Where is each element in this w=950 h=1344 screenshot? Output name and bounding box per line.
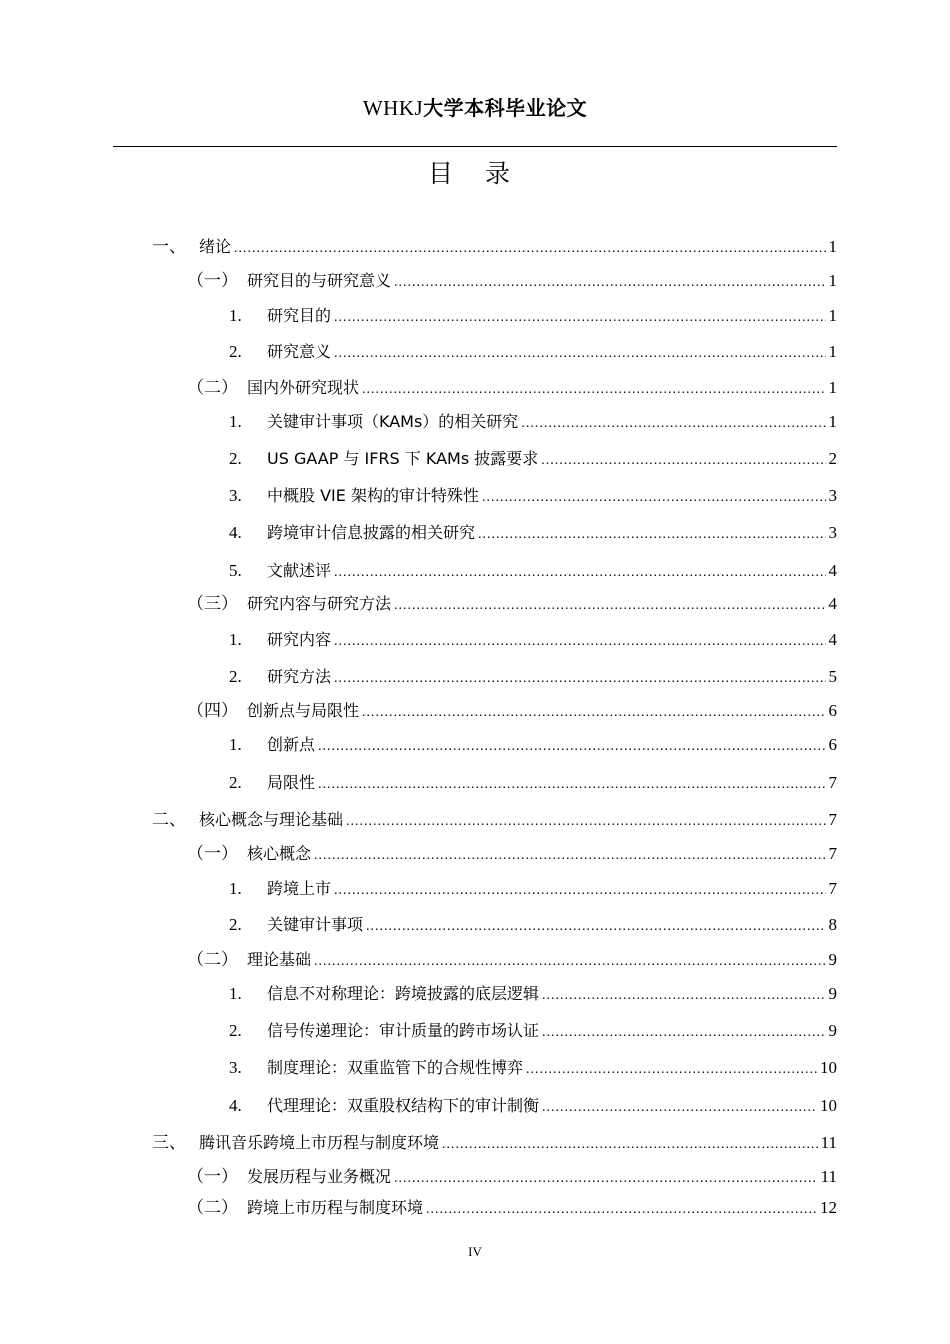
toc-entry[interactable]	[0, 236, 950, 258]
toc-text: 理论基础	[247, 950, 312, 969]
toc-text: 核心概念与理论基础	[199, 810, 344, 829]
toc-page: 7	[828, 844, 837, 863]
header-latin: WHKJ	[362, 96, 424, 120]
toc-page: 1	[828, 378, 837, 397]
toc-page: 1	[828, 342, 837, 361]
toc-leader	[334, 343, 825, 365]
toc-entry[interactable]	[0, 377, 950, 399]
toc-number: 3.	[229, 1058, 242, 1077]
toc-number: （一）	[187, 1167, 238, 1187]
toc-leader	[366, 916, 825, 938]
toc-text: 研究目的	[267, 306, 332, 325]
toc-text: 发展历程与业务概况	[247, 1167, 392, 1186]
toc-leader	[542, 1097, 817, 1119]
toc-number: 一、	[152, 237, 186, 257]
toc-entry[interactable]	[0, 949, 950, 971]
toc-page: 3	[828, 486, 837, 505]
toc-number: （二）	[187, 1198, 238, 1218]
toc-entry[interactable]	[0, 734, 950, 756]
toc-page: 1	[828, 412, 837, 431]
toc-leader	[334, 880, 825, 902]
toc-number: 1.	[229, 735, 242, 754]
toc-entry[interactable]	[0, 914, 950, 936]
toc-entry[interactable]	[0, 560, 950, 582]
toc-text: 关键审计事项	[267, 915, 364, 934]
toc-leader	[362, 702, 825, 724]
toc-page: 6	[828, 701, 837, 720]
toc-entry[interactable]	[0, 809, 950, 831]
header-rule	[113, 146, 837, 147]
toc-page: 10	[820, 1058, 837, 1077]
toc-text: 跨境上市历程与制度环境	[247, 1198, 424, 1217]
toc-page: 5	[828, 667, 837, 686]
toc-page: 12	[820, 1198, 837, 1217]
toc-text: 研究内容	[267, 630, 332, 649]
toc-text: 代理理论：双重股权结构下的审计制衡	[267, 1096, 540, 1115]
toc-entry[interactable]	[0, 411, 950, 433]
toc-entry[interactable]	[0, 1197, 950, 1219]
toc-text: 绪论	[199, 237, 232, 256]
toc-leader	[362, 379, 825, 401]
toc-number: 1.	[229, 984, 242, 1003]
toc-text: 制度理论：双重监管下的合规性博弈	[267, 1058, 524, 1077]
toc-leader	[318, 736, 825, 758]
toc-leader	[334, 307, 825, 329]
toc-text: 核心概念	[247, 844, 312, 863]
toc-entry[interactable]	[0, 485, 950, 507]
toc-entry[interactable]	[0, 522, 950, 544]
toc-leader	[314, 951, 825, 973]
toc-text: 中概股 VIE 架构的审计特殊性	[267, 486, 479, 505]
toc-leader	[482, 487, 826, 509]
toc-page: 2	[828, 449, 837, 468]
toc-text: 国内外研究现状	[247, 378, 360, 397]
toc-page: 11	[820, 1133, 837, 1152]
toc-entry[interactable]	[0, 341, 950, 363]
toc-number: （一）	[187, 844, 238, 864]
toc-entry[interactable]	[0, 843, 950, 865]
toc-text: 创新点与局限性	[247, 701, 360, 720]
toc-number: 1.	[229, 630, 242, 649]
toc-text: 文献述评	[267, 561, 332, 580]
toc-page: 10	[820, 1096, 837, 1115]
toc-leader	[314, 845, 825, 867]
toc-text: 信号传递理论：审计质量的跨市场认证	[267, 1021, 540, 1040]
toc-entry[interactable]	[0, 1020, 950, 1042]
toc-leader	[526, 1059, 817, 1081]
toc-leader	[346, 811, 825, 833]
toc-number: 2.	[229, 449, 242, 468]
toc-leader	[426, 1199, 817, 1221]
toc-number: 2.	[229, 915, 242, 934]
toc-leader	[478, 524, 825, 546]
toc-entry[interactable]	[0, 983, 950, 1005]
toc-number: 2.	[229, 773, 242, 792]
toc-leader	[394, 595, 825, 617]
toc-entry[interactable]	[0, 1166, 950, 1188]
toc-page: 7	[828, 773, 837, 792]
toc-text: 研究目的与研究意义	[247, 271, 392, 290]
toc-text: 创新点	[267, 735, 316, 754]
toc-text: 研究意义	[267, 342, 332, 361]
toc-number: （二）	[187, 950, 238, 970]
toc-number: 三、	[152, 1133, 186, 1153]
toc-number: 4.	[229, 1096, 242, 1115]
toc-text: 关键审计事项（KAMs）的相关研究	[267, 412, 519, 431]
page-title: 目 录	[428, 159, 522, 188]
toc-entry[interactable]	[0, 772, 950, 794]
toc-number: （四）	[187, 701, 238, 721]
toc-number: 3.	[229, 486, 242, 505]
toc-text: 研究方法	[267, 667, 332, 686]
toc-text: 信息不对称理论：跨境披露的底层逻辑	[267, 984, 540, 1003]
toc-page: 7	[828, 879, 837, 898]
toc-number: 5.	[229, 561, 242, 580]
toc-leader	[334, 562, 825, 584]
header-cjk: 大学本科毕业论文	[423, 96, 588, 120]
toc-page: 8	[828, 915, 837, 934]
toc-page: 11	[820, 1167, 837, 1186]
toc-page: 4	[828, 630, 837, 649]
toc-entry[interactable]	[0, 305, 950, 327]
toc-leader	[334, 631, 825, 653]
toc-number: 1.	[229, 306, 242, 325]
toc-text: 局限性	[267, 773, 316, 792]
toc-leader	[234, 238, 825, 260]
toc-number: 2.	[229, 1021, 242, 1040]
toc-page: 4	[828, 561, 837, 580]
toc-entry[interactable]	[0, 666, 950, 688]
toc-entry[interactable]	[0, 629, 950, 651]
toc-text: 跨境审计信息披露的相关研究	[267, 523, 476, 542]
toc-entry[interactable]	[0, 878, 950, 900]
toc-number: 2.	[229, 342, 242, 361]
toc-entry[interactable]	[0, 1132, 950, 1154]
toc-leader	[541, 450, 825, 472]
toc-entry[interactable]	[0, 1095, 950, 1117]
toc-page: 1	[828, 271, 837, 290]
toc-text: 跨境上市	[267, 879, 332, 898]
toc-page: 9	[828, 1021, 837, 1040]
toc-entry[interactable]	[0, 1057, 950, 1079]
toc-entry[interactable]	[0, 593, 950, 615]
toc-leader	[542, 985, 825, 1007]
toc-text: 腾讯音乐跨境上市历程与制度环境	[199, 1133, 440, 1152]
toc-page: 1	[828, 306, 837, 325]
toc-leader	[318, 774, 825, 796]
toc-number: 1.	[229, 879, 242, 898]
toc-leader	[442, 1134, 818, 1156]
toc-number: 4.	[229, 523, 242, 542]
toc-number: 2.	[229, 667, 242, 686]
toc-entry[interactable]	[0, 700, 950, 722]
toc-leader	[334, 668, 825, 690]
toc-entry[interactable]	[0, 270, 950, 292]
toc-page: 9	[828, 950, 837, 969]
toc-leader	[521, 413, 825, 435]
toc-text: US GAAP 与 IFRS 下 KAMs 披露要求	[267, 449, 539, 468]
toc-number: （一）	[187, 271, 238, 291]
page-number: IV	[468, 1244, 482, 1259]
toc-number: （三）	[187, 594, 238, 614]
toc-page: 6	[828, 735, 837, 754]
toc-page: 4	[828, 594, 837, 613]
toc-page: 1	[828, 237, 837, 256]
toc-leader	[542, 1022, 825, 1044]
toc-page: 3	[828, 523, 837, 542]
toc-number: 1.	[229, 412, 242, 431]
toc-page: 9	[828, 984, 837, 1003]
document-header	[0, 92, 950, 121]
toc-leader	[394, 272, 825, 294]
toc-entry[interactable]	[0, 448, 950, 470]
toc-page: 7	[828, 810, 837, 829]
toc-number: 二、	[152, 810, 186, 830]
toc-text: 研究内容与研究方法	[247, 594, 392, 613]
toc-number: （二）	[187, 378, 238, 398]
toc-leader	[394, 1168, 818, 1190]
